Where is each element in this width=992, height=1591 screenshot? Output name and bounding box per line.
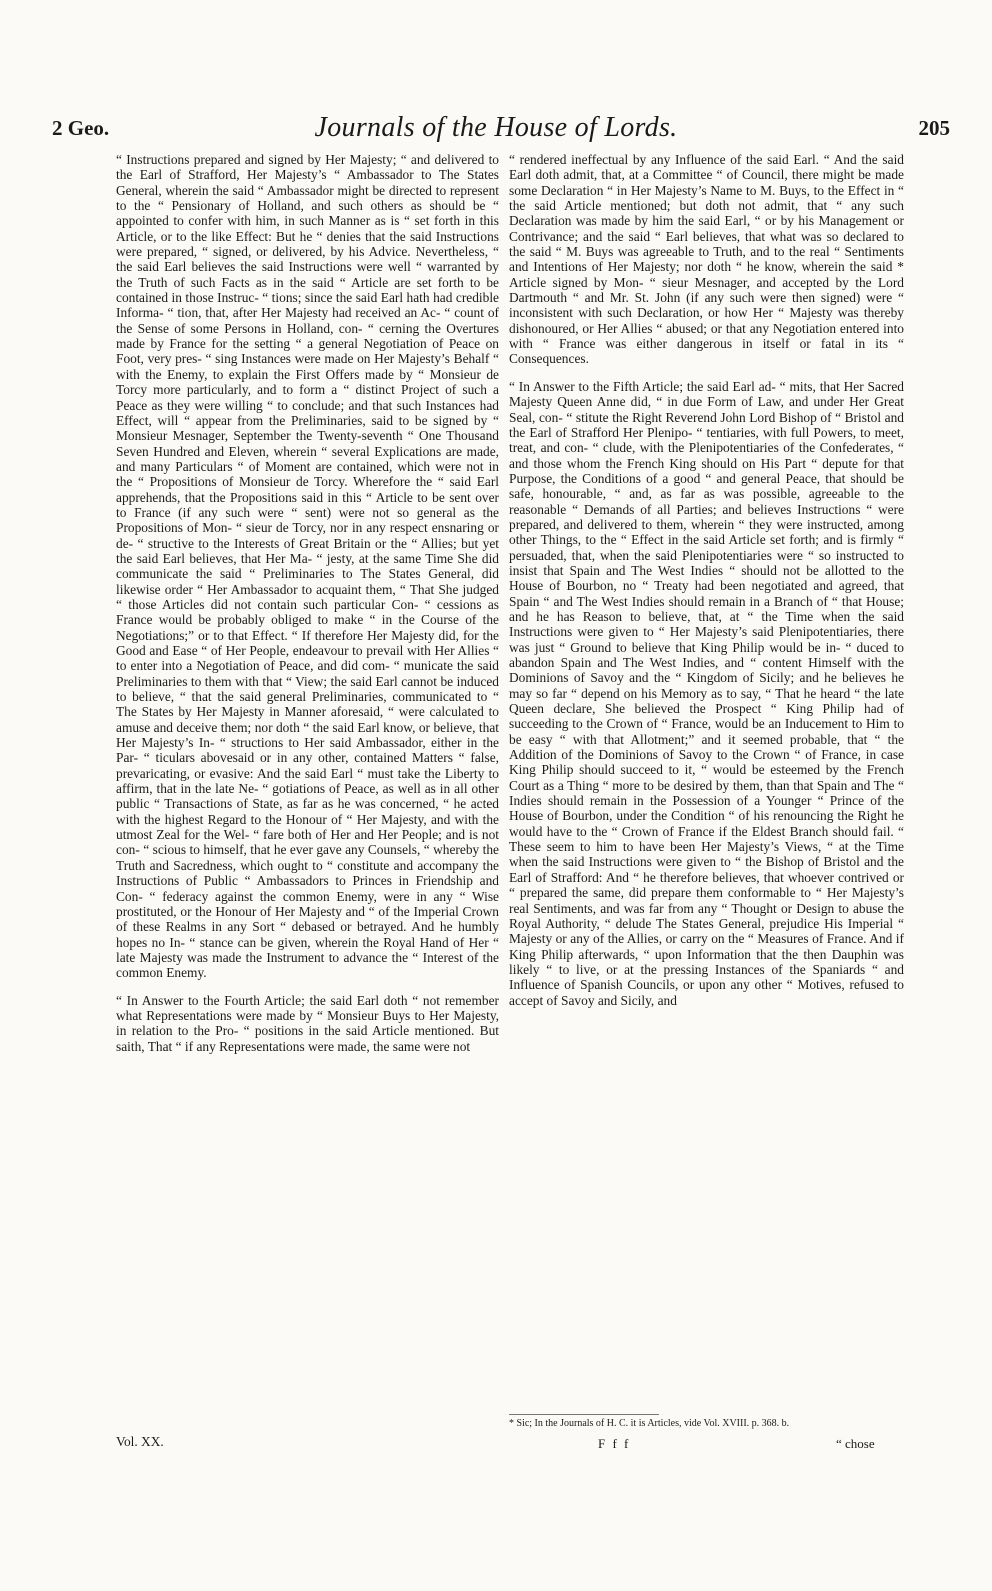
page-number: 205 [918,116,950,140]
footnote: * Sic; In the Journals of H. C. it is Articles, vide Vol. XVIII. p. 368. b. [509,1418,790,1429]
footnote-divider [509,1414,659,1415]
paragraph-continuation: “ rendered ineffectual by any Influence of the said Earl. “ And the said Earl doth admit, that, at a Committee “ of Council, there might be made some Declaration “ in Her Majesty’s Name to M. Buys, to the Effect in “ the said Article mentioned; but doth not admit, that “ any such Declaration was made by him the said Earl, “ or by his Management or Contrivance; and the said “ Earl believes, that what was so declared to the said “ M. Buys was agreeable to Truth, and to the real “ Sentiments and Intentions of Her Majesty; nor doth “ he know, wherein the said * Article signed by Mon- “ sieur Mesnager, and accepted by the Lord Dartmouth “ and Mr. St. John (if any such were then signed) were “ inconsistent with such Declaration, or how Her “ Majesty was thereby dishonoured, or Her Allies “ abused; or that any Negotiation entered into with “ France was either dangerous in itself or fatal in its “ Consequences. [509,152,904,367]
paragraph-fourth-article: “ In Answer to the Fourth Article; the said Earl doth “ not remember what Representations were made by “ Monsieur Buys to Her Majesty, in relation to the Pro- “ positions in the said Article mentioned. But saith, That “ if any Representations were made, the same were not [116,992,499,1054]
paragraph-instructions: “ Instructions prepared and signed by Her Majesty; “ and delivered to the Earl of Strafford, Her Majesty’s “ Ambassador to The States General, wherein the said “ Ambassador might be directed to represent to the “ Pensionary of Holland, and such others as should be “ appointed to confer with him, in such Manner as is “ set forth in this Article, or to the like Effect: But he “ denies that the said Instructions were prepared, “ signed, or delivered, by his Advice. Nevertheless, “ the said Earl believes the said Instructions were well “ warranted by the Truth of such Facts as in the said “ Article are set forth to be contained in those Instruc- “ tions; since the said Earl hath had credible Informa- “ tion, that, after Her Majesty had received an Ac- “ count of the Sense of some Persons in Holland, con- “ cerning the Overtures made by France for the setting “ a general Negotiation of Peace on Foot, very pres- “ sing Instances were made on Her Majesty’s Behalf “ with the Enemy, to explain the First Offers made by “ Monsieur de Torcy more particularly, and to form a “ distinct Project of such a Peace as they were willing “ to conclude; and that such Instances had Effect, will “ appear from the Preliminaries, said to be signed by “ Monsieur Mesnager, September the Twenty-seventh “ One Thousand Seven Hundred and Eleven, wherein “ several Explications are made, and many Particulars “ of Moment are contained, which were not in the “ Propositions of Monsieur de Torcy. Wherefore the “ said Earl apprehends, that the Propositions said in this “ Article to be sent over to France (if any such were “ sent) were not so general as the Propositions of Mon- “ sieur de Torcy, nor in any respect ensnaring or de- “ structive to the Interests of Great Britain or the “ Allies; but yet the said Earl believes, that Her Ma- “ jesty, at the same Time She did communicate the said “ Preliminaries to The States General, did likewise order “ Her Ambassador to acquaint them, “ That She judged “ those Articles did not contain such particular Con- “ cessions as France would be probably obliged to make “ in the Course of the Negotiations;” or to that Effect. “ If therefore Her Majesty did, for the Good and Ease “ of Her People, endeavour to prevail with Her Allies “ to enter into a Negotiation of Peace, and did com- “ municate the said Preliminaries to them with that “ View; the said Earl cannot be induced to believe, “ that the said general Preliminaries, communicated to “ The States by Her Majesty in Manner aforesaid, “ were calculated to amuse and deceive them; nor doth “ the said Earl know, or believe, that Her Majesty’s In- “ structions to Her said Ambassador, either in the Par- “ ticulars abovesaid or in any other, contained Matters “ false, prevaricating, or evasive: And the said Earl “ must take the Liberty to affirm, that in the late Ne- “ gotiations of Peace, as well as in all other public “ Transactions of State, as far as he was concerned, “ he acted with the highest Regard to the Honour of “ Her Majesty, and with the utmost Zeal for the Wel- “ fare both of Her and Her People; and is not con- “ scious to himself, that he ever gave any Counsels, “ whereby the Truth and Sacredness, which ought to “ constitute and accompany the Instructions of Public “ Ambassadors to Princes in Friendship and Con- “ federacy against the common Enemy, were in any “ Wise prostituted, or the Honour of Her Majesty and “ of the Imperial Crown of these Realms in any Sort “ debased or betrayed. And he humbly hopes no In- “ stance can be given, wherein the Royal Hand of Her “ late Majesty was made the Instrument to advance the “ Interest of the common Enemy. [116,152,499,981]
journal-title: Journals of the House of Lords. [314,112,678,143]
catchword: “ chose [836,1436,875,1451]
page-header [0,112,992,152]
regnal-year: 2 Geo. [52,116,110,140]
volume-mark: Vol. XX. [116,1434,164,1449]
paragraph-fifth-article: “ In Answer to the Fifth Article; the said Earl ad- “ mits, that Her Sacred Majesty Queen Anne did, “ in due Form of Law, and under Her Great Seal, con- “ stitute the Right Reverend John Lord Bishop of “ Bristol and the Earl of Strafford Her Plenipo- “ tentiaries, with full Powers, to meet, treat, and con- “ clude, with the Plenipotentiaries of the Confederates, “ and those whom the French King should on His Part “ depute for that Purpose, the Conditions of a good “ and general Peace, that should be safe, honourable, “ and, as far as was possible, agreeable to the reasonable “ Demands of all Parties; and believes Instructions “ were prepared, and delivered to them, wherein “ they were instructed, among other Things, to the “ Effect in the said Article set forth; and is firmly “ persuaded, that, when the said Plenipotentiaries were “ so instructed to insist that Spain and The West Indies “ should not be allotted to the House of Bourbon, no “ Treaty had been negotiated and agreed, that Spain “ and The West Indies should remain in a Branch of “ that House; and he has Reason to believe, that, at “ the Time when the said Instructions were given to “ Her Majesty’s said Plenipotentiaries, there was just “ Ground to believe that King Philip would be in- “ duced to abandon Spain and The West Indies, and “ content Himself with the Dominions of Savoy and the “ Kingdom of Sicily; and he believes he may so far “ depend on his Memory as to say, “ That he heard “ the late Queen declare, She believed the Prospect “ King Philip had of succeeding to the Crown of “ France, would be an Inducement to Him to be easy “ with that Allotment;” and it seemed probable, that “ the Addition of the Dominions of Savoy to the Crown “ of France, in case King Philip should succeed to it, “ would be esteemed by the French Court as a Thing “ more to be desired by them, than that Spain and The “ Indies should remain in the Possession of a Younger “ Prince of the House of Bourbon, under the Condition “ of his renouncing the Right he would have to the “ Crown of France if the Eldest Branch should fail. “ These seem to him to have been Her Majesty’s Views, “ at the Time when the said Instructions were given to “ the Bishop of Bristol and the Earl of Strafford: And “ he therefore believes, that whoever contrived or “ prepared the same, did prepare them conformable to “ Her Majesty’s real Sentiments, and was far from any “ Thought or Design to abuse the Royal Authority, “ delude The States General, prejudice His Imperial “ Majesty or any of the Allies, or carry on the “ Measures of France. And if King Philip afterwards, “ upon Information that the then Dauphin was likely “ to live, or at the pressing Instances of the Spaniards “ and Influence of Spanish Councils, or upon any other “ Motives, refused to accept of Savoy and Sicily, and [509,378,904,1008]
right-column [509,152,904,1020]
signature-mark: F f f [598,1436,631,1451]
left-column [116,152,499,1066]
